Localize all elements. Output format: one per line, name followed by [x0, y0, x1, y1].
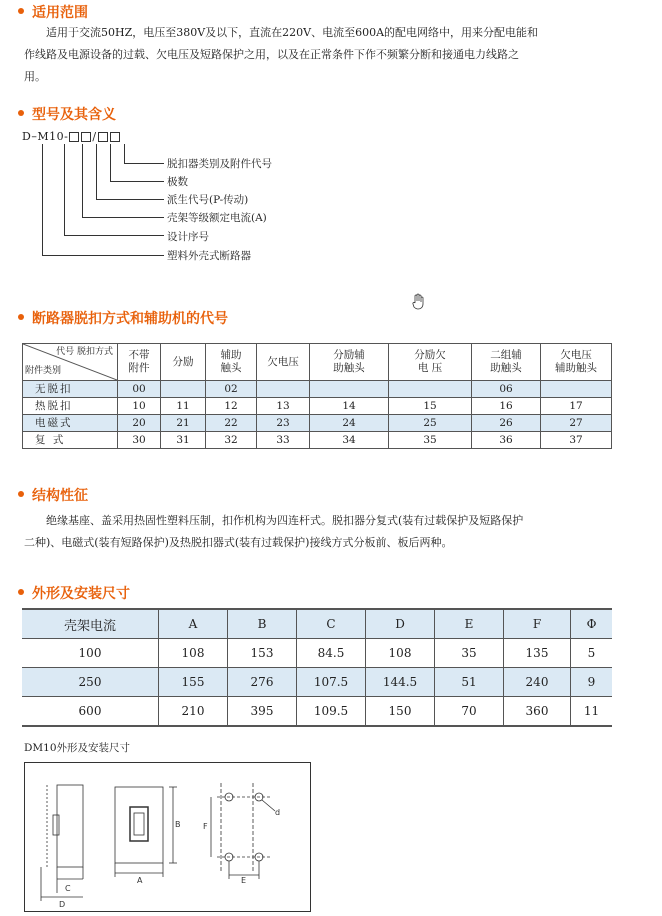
table-cell: 84.5 — [297, 639, 366, 668]
scope-paragraph — [24, 22, 644, 88]
table-cell: 37 — [541, 432, 612, 449]
structure-line-2: 二种)、电磁式(装有短路保护)及热脱扣器式(装有过载保护)接线方式分板前、板后两种。 — [24, 536, 453, 549]
dimensions-title: 外形及安装尺寸 — [18, 583, 130, 603]
table-cell: 108 — [159, 639, 228, 668]
scope-line-1: 适用于交流50HZ，电压至380V及以下，直流在220V、电流至600A的配电网络中，用来分配电能和 — [46, 26, 539, 39]
leader-line — [64, 235, 164, 236]
corner-top-label: 代号 脱扣方式 — [56, 347, 113, 357]
leader-line — [96, 144, 97, 200]
table-cell: 26 — [472, 415, 541, 432]
table-cell: 00 — [118, 381, 161, 398]
table-cell: 15 — [389, 398, 472, 415]
table-cell: 360 — [504, 697, 571, 727]
row-header: 电磁式 — [23, 415, 118, 432]
model-label: 脱扣器类别及附件代号 — [167, 158, 272, 170]
model-code-separator: / — [92, 130, 97, 143]
table-row — [23, 432, 612, 449]
table-cell: 250 — [22, 668, 159, 697]
table-cell: 32 — [206, 432, 257, 449]
table-row — [23, 381, 612, 398]
table-cell: 14 — [310, 398, 389, 415]
table-cell: 100 — [22, 639, 159, 668]
dimension-drawing — [24, 762, 311, 912]
leader-line — [64, 144, 65, 236]
table-cell: 70 — [435, 697, 504, 727]
table-cell — [257, 381, 310, 398]
scope-line-3: 用。 — [24, 70, 46, 83]
leader-line — [110, 181, 164, 182]
column-header: Φ — [571, 609, 613, 639]
leader-line — [124, 163, 164, 164]
bullet-icon — [18, 491, 24, 497]
leader-line — [96, 199, 164, 200]
dim-label-phi: d — [275, 808, 281, 817]
scope-title: 适用范围 — [18, 2, 88, 22]
table-row — [22, 639, 612, 668]
table-corner-cell — [23, 344, 118, 381]
column-header: 分励欠 电 压 — [389, 344, 472, 381]
model-label: 塑料外壳式断路器 — [167, 250, 251, 262]
structure-paragraph — [24, 510, 644, 554]
row-header: 无脱扣 — [23, 381, 118, 398]
table-cell: 11 — [571, 697, 613, 727]
table-cell: 153 — [228, 639, 297, 668]
table-cell: 210 — [159, 697, 228, 727]
dim-label-e: E — [241, 876, 247, 885]
column-header: B — [228, 609, 297, 639]
table-cell — [161, 381, 206, 398]
scope-line-2: 作线路及电源设备的过载、欠电压及短路保护之用，以及在正常条件下作不频繁分断和接通电力线路之 — [24, 48, 519, 61]
table-cell: 24 — [310, 415, 389, 432]
bullet-icon — [18, 110, 24, 116]
column-header: 分励 — [161, 344, 206, 381]
column-header: A — [159, 609, 228, 639]
table-cell: 135 — [504, 639, 571, 668]
table-cell: 107.5 — [297, 668, 366, 697]
leader-line — [82, 144, 83, 218]
column-header: C — [297, 609, 366, 639]
leader-line — [110, 144, 111, 182]
table-row — [22, 668, 612, 697]
table-cell: 17 — [541, 398, 612, 415]
trip-title: 断路器脱扣方式和辅助机的代号 — [18, 308, 228, 328]
leader-line — [42, 255, 164, 256]
table-cell: 25 — [389, 415, 472, 432]
table-cell: 9 — [571, 668, 613, 697]
model-label: 派生代号(P-传动) — [167, 194, 249, 206]
table-cell: 5 — [571, 639, 613, 668]
column-header: 壳架电流 — [22, 609, 159, 639]
table-cell: 144.5 — [366, 668, 435, 697]
table-row — [22, 697, 612, 727]
bullet-icon — [18, 8, 24, 14]
column-header: 欠电压 辅助触头 — [541, 344, 612, 381]
bullet-icon — [18, 314, 24, 320]
table-cell: 30 — [118, 432, 161, 449]
model-code: D–M10- / — [22, 130, 121, 143]
dimensions-table — [22, 608, 612, 727]
table-header-row — [22, 609, 612, 639]
table-cell — [389, 381, 472, 398]
structure-line-1: 绝缘基座、盖采用热固性塑料压制，扣作机构为四连杆式。脱扣器分复式(装有过载保护及短路保护 — [46, 514, 524, 527]
table-cell: 11 — [161, 398, 206, 415]
column-header: 欠电压 — [257, 344, 310, 381]
code-box — [69, 132, 79, 142]
table-cell: 20 — [118, 415, 161, 432]
table-cell: 16 — [472, 398, 541, 415]
table-cell: 34 — [310, 432, 389, 449]
table-cell: 21 — [161, 415, 206, 432]
column-header: 分励辅 助触头 — [310, 344, 389, 381]
model-code-prefix: D — [22, 130, 32, 143]
table-cell: 35 — [389, 432, 472, 449]
corner-bottom-label: 附件类别 — [25, 366, 62, 376]
row-header: 复 式 — [23, 432, 118, 449]
leader-line — [124, 144, 125, 164]
table-cell: 155 — [159, 668, 228, 697]
model-title: 型号及其含义 — [18, 104, 116, 124]
column-header: 辅助 触头 — [206, 344, 257, 381]
trip-code-table — [22, 343, 612, 449]
bullet-icon — [18, 589, 24, 595]
table-cell: 600 — [22, 697, 159, 727]
table-cell: 276 — [228, 668, 297, 697]
dim-label-f: F — [203, 822, 208, 831]
table-cell: 12 — [206, 398, 257, 415]
dim-label-c: C — [65, 884, 71, 893]
table-cell: 27 — [541, 415, 612, 432]
hand-cursor-icon — [411, 293, 427, 315]
table-cell: 240 — [504, 668, 571, 697]
table-cell: 13 — [257, 398, 310, 415]
table-cell: 06 — [472, 381, 541, 398]
table-cell: 150 — [366, 697, 435, 727]
table-cell: 109.5 — [297, 697, 366, 727]
dimension-drawing-svg — [25, 763, 310, 911]
table-cell — [310, 381, 389, 398]
code-box — [81, 132, 91, 142]
column-header: 二组辅 助触头 — [472, 344, 541, 381]
code-box — [110, 132, 120, 142]
dim-label-d: D — [59, 900, 66, 909]
leader-line — [42, 144, 43, 256]
table-cell: 108 — [366, 639, 435, 668]
table-cell: 36 — [472, 432, 541, 449]
table-cell: 51 — [435, 668, 504, 697]
figure-caption: DM10外形及安装尺寸 — [24, 742, 131, 754]
table-row — [23, 415, 612, 432]
column-header: 不带 附件 — [118, 344, 161, 381]
column-header: F — [504, 609, 571, 639]
table-cell: 395 — [228, 697, 297, 727]
table-cell: 35 — [435, 639, 504, 668]
row-header: 热脱扣 — [23, 398, 118, 415]
table-cell: 31 — [161, 432, 206, 449]
leader-line — [82, 217, 164, 218]
column-header: D — [366, 609, 435, 639]
model-code-main: M10- — [37, 130, 69, 143]
table-cell: 23 — [257, 415, 310, 432]
table-cell: 33 — [257, 432, 310, 449]
column-header: E — [435, 609, 504, 639]
table-row — [23, 398, 612, 415]
table-cell: 22 — [206, 415, 257, 432]
model-label: 壳架等级额定电流(A) — [167, 212, 267, 224]
dim-label-b: B — [175, 820, 181, 829]
table-cell: 02 — [206, 381, 257, 398]
dim-label-a: A — [137, 876, 143, 885]
structure-title: 结构性征 — [18, 485, 88, 505]
code-box — [98, 132, 108, 142]
table-cell — [541, 381, 612, 398]
model-label: 设计序号 — [167, 231, 209, 243]
model-label: 极数 — [167, 176, 188, 188]
table-cell: 10 — [118, 398, 161, 415]
